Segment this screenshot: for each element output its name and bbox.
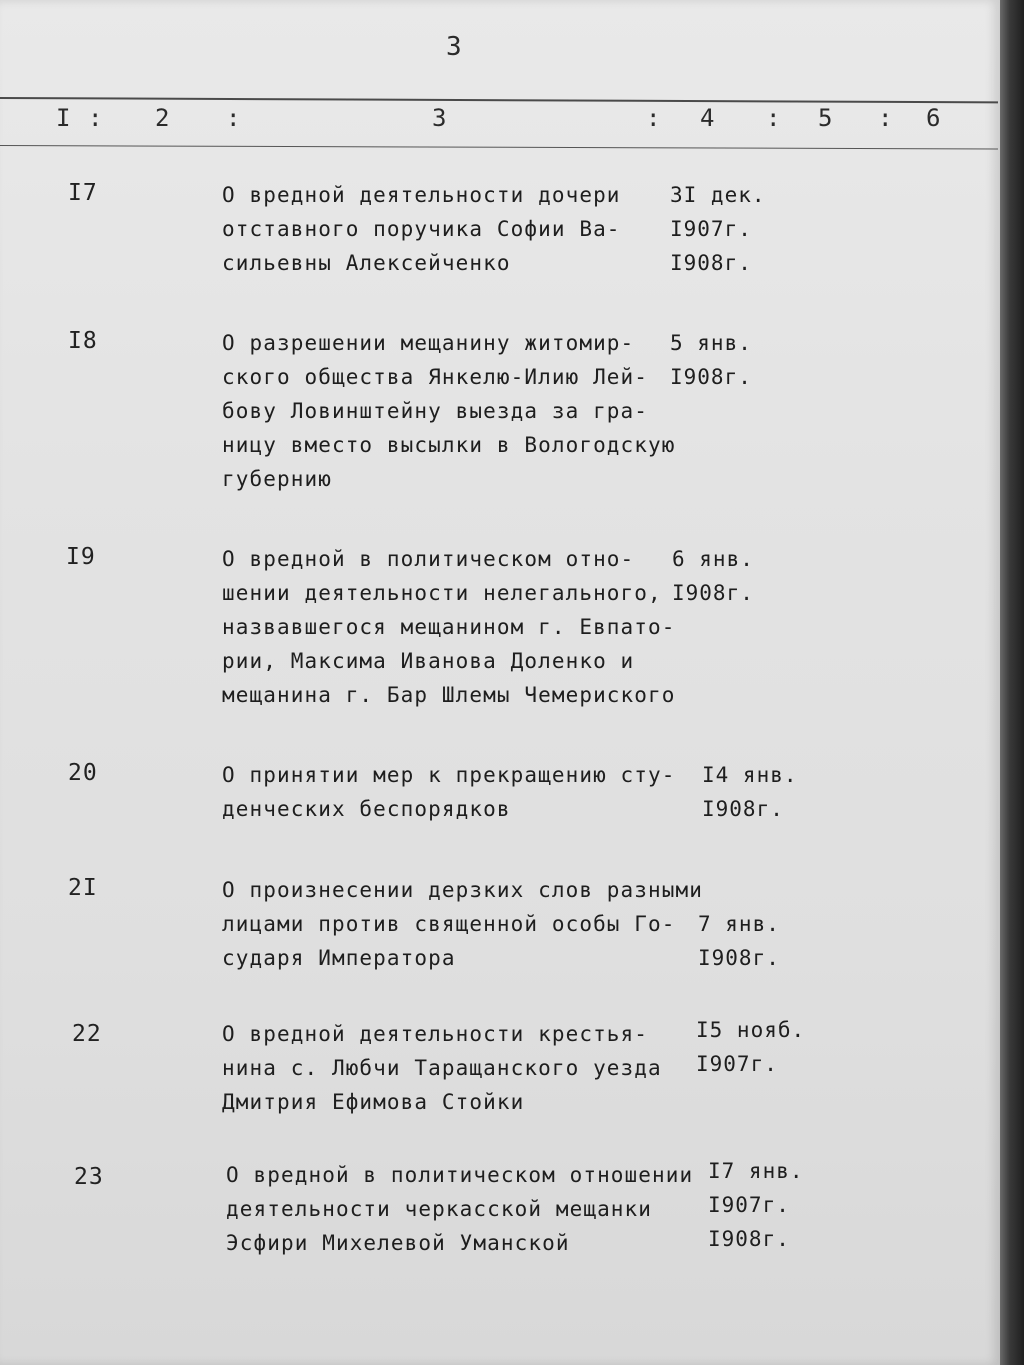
row-description: О вредной деятельности дочери отставного поручика Софии Ва- сильевны Алексейченко (222, 183, 621, 275)
row-number: 23 (74, 1164, 104, 1190)
row-description: О принятии мер к прекращению сту- денческих беспорядков (222, 763, 676, 821)
row-description: О вредной деятельности крестья- нина с. Любчи Таращанского уезда Дмитрия Ефимова Стойки (222, 1022, 662, 1114)
row-number: I8 (68, 328, 98, 354)
row-description: О вредной в политическом отно- шении деятельности нелегального, назвавшегося мещанином г. Евпато- рии, Максима Иванова Доленко и мещанина г. Бар Шлемы Чемериского (222, 547, 676, 707)
row-description: О произнесении дерзких слов разными лицами против священной особы Го- сударя Императора (222, 878, 704, 970)
table-header-top-rule (0, 97, 998, 103)
table-header-bottom-rule (0, 145, 998, 149)
page-number: 3 (446, 32, 462, 62)
row-number: I7 (68, 180, 98, 206)
row-date: 3I дек. I907г. I908г. (670, 183, 766, 275)
row-number: 22 (72, 1021, 102, 1047)
header-col-4: 4 (700, 104, 715, 132)
row-date: 5 янв. I908г. (670, 331, 752, 389)
header-col-1: I (56, 104, 71, 132)
header-col-6: 6 (926, 104, 941, 132)
header-separator: : (88, 104, 103, 132)
header-separator: : (878, 104, 893, 132)
row-date: I4 янв. I908г. (702, 763, 798, 821)
row-number: I9 (66, 544, 96, 570)
row-date: I7 янв. I907г. I908г. (708, 1159, 804, 1251)
row-description: О вредной в политическом отношении деятельности черкасской мещанки Эсфири Михелевой Уманской (226, 1163, 694, 1255)
row-date: I5 нояб. I907г. (696, 1018, 806, 1076)
header-col-3: 3 (432, 104, 447, 132)
row-date: 6 янв. I908г. (672, 547, 754, 605)
row-number: 2I (68, 875, 98, 901)
row-description: О разрешении мещанину житомир- ского общества Янкелю-Илию Лей- бову Ловинштейну выезда за гра- ницу вместо высылки в Вологодскую губернию (222, 331, 676, 491)
header-separator: : (226, 104, 241, 132)
header-col-5: 5 (818, 104, 833, 132)
header-separator: : (766, 104, 781, 132)
page-edge-shadow (1000, 0, 1024, 1365)
row-date: 7 янв. I908г. (698, 912, 780, 970)
header-separator: : (646, 104, 661, 132)
row-number: 20 (68, 760, 98, 786)
header-col-2: 2 (155, 104, 170, 132)
